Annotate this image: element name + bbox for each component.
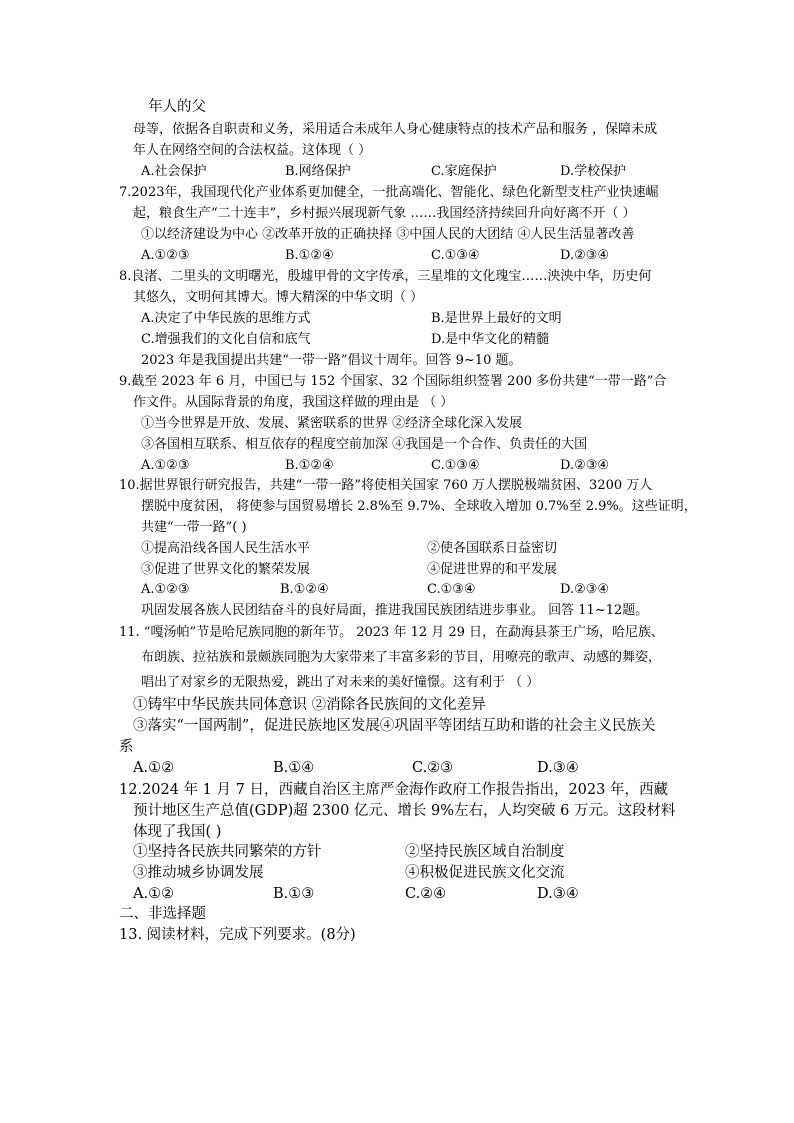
q7-items: ①以经济建设为中心 ②改革开放的正确抉择 ③中国人民的大团结 ④人民生活显著改善	[141, 227, 635, 242]
q12-line2: 预计地区生产总值(GDP)超 2300 亿元、增长 9%左右，人均突破 6 万元。这段材料	[133, 803, 676, 819]
q10-option-c: C.①③④	[427, 582, 476, 597]
q8-option-c: C.增强我们的文化自信和底气	[141, 332, 311, 347]
q10-item-3: ③促进了世界文化的繁荣发展	[141, 562, 311, 577]
intro-q11-q12: 巩固发展各族人民团结奋斗的良好局面，推进我国民族团结进步事业。 回答 11~12题。	[141, 603, 649, 618]
q12-item-2: ②坚持民族区域自治制度	[405, 844, 565, 860]
q6-top-fragment: 年人的父	[148, 99, 206, 115]
q8-option-a: A.决定了中华民族的思维方式	[141, 311, 311, 326]
q11-items-2: ③落实“一国两制”，促进民族地区发展④巩固平等团结互助和谐的社会主义民族关	[133, 718, 656, 734]
q12-option-c: C.②④	[405, 886, 447, 902]
q12-line3: 体现了我国( )	[133, 824, 222, 840]
q11-line2: 布朗族、拉祜族和景颇族同胞为大家带来了丰富多彩的节目，用嘹亮的歌声、动感的舞姿，	[141, 650, 662, 665]
q11-option-a: A.①②	[133, 760, 175, 776]
q12-item-1: ①坚持各民族共同繁荣的方针	[133, 844, 322, 860]
q11-line1: 11. “嘎汤帕”节是哈尼族同胞的新年节。 2023 年 12 月 29 日，在勐海县茶王广场，哈尼族、	[119, 625, 665, 640]
q11-option-b: B.①④	[273, 760, 315, 776]
q12-option-a: A.①②	[133, 886, 175, 902]
q8-option-d: D.是中华文化的精髓	[431, 332, 550, 347]
q7-option-b: B.①②④	[285, 248, 334, 263]
q9-line2: 作文件。从国际背景的角度，我国这样做的理由是 （ ）	[133, 395, 454, 410]
q9-items-1: ①当今世界是开放、发展、紧密联系的世界 ②经济全球化深入发展	[141, 416, 523, 431]
q10-line1: 10.据世界银行研究报告，共建“一带一路”将使相关国家 760 万人摆脱极端贫困、3200 万人	[119, 478, 653, 493]
q6-option-d: D.学校保护	[560, 164, 627, 179]
q6-option-c: C.家庭保护	[431, 164, 497, 179]
q10-line2: 摆脱中度贫困， 将使参与国贸易增长 2.8%至 9.7%、全球收入增加 0.7%至 2.9%。这些证明，	[141, 499, 697, 514]
q11-option-c: C.②③	[412, 760, 454, 776]
q11-items-3: 系	[119, 739, 134, 755]
q7-line2: 起，粮食生产“二十连丰”，乡村振兴展现新气象 ……我国经济持续回升向好离不开（ ）	[133, 206, 636, 221]
q6-line2: 年人在网络空间的合法权益。这体现（ ）	[133, 143, 372, 158]
q9-option-d: D.②③④	[560, 458, 610, 473]
q12-option-b: B.①③	[273, 886, 315, 902]
q7-option-a: A.①②③	[141, 248, 190, 263]
section-heading: 二、非选择题	[119, 906, 206, 922]
q6-option-b: B.网络保护	[285, 164, 351, 179]
q13-prompt: 13. 阅读材料，完成下列要求。(8分)	[119, 927, 356, 943]
q10-option-b: B.①②④	[280, 582, 329, 597]
q9-option-a: A.①②③	[141, 458, 190, 473]
q12-item-3: ③推动城乡协调发展	[133, 865, 264, 881]
q7-line1: 7.2023年，我国现代化产业体系更加健全，一批高端化、智能化、绿色化新型支柱产业快速崛	[119, 185, 659, 200]
q9-line1: 9.截至 2023 年 6 月，中国已与 152 个国家、32 个国际组织签署 200 多份共建“一带一路”合	[119, 374, 667, 389]
intro-q9-q10: 2023 年是我国提出共建“一带一路”倡议十周年。回答 9~10 题。	[141, 353, 522, 368]
q10-item-1: ①提高沿线各国人民生活水平	[141, 541, 311, 556]
q10-line3: 共建“一带一路”( )	[141, 520, 247, 535]
q12-item-4: ④积极促进民族文化交流	[405, 865, 565, 881]
q8-line1: 8.良渚、二里头的文明曙光，殷墟甲骨的文字传承，三星堆的文化瑰宝……泱泱中华，历史何	[119, 269, 652, 284]
q10-item-2: ②使各国联系日益密切	[427, 541, 558, 556]
q12-line1: 12.2024 年 1 月 7 日，西藏自治区主席严金海作政府工作报告指出，2023 年，西藏	[119, 782, 668, 798]
q7-option-c: C.①③④	[431, 248, 480, 263]
q7-option-d: D.②③④	[560, 248, 610, 263]
q9-option-b: B.①②④	[285, 458, 334, 473]
q12-option-d: D.③④	[537, 886, 579, 902]
q8-option-b: B.是世界上最好的文明	[431, 311, 562, 326]
q8-line2: 其悠久，文明何其博大。博大精深的中华文明（ ）	[133, 290, 424, 305]
q6-line1: 母等，依据各自职责和义务，采用适合未成年人身心健康特点的技术产品和服务 ，保障未成	[133, 122, 658, 137]
q10-option-a: A.①②③	[141, 582, 190, 597]
q9-items-2: ③各国相互联系、相互依存的程度空前加深 ④我国是一个合作、负责任的大国	[141, 437, 588, 452]
q11-line3: 唱出了对家乡的无限热爱，跳出了对未来的美好憧憬。这有利于 （ ）	[141, 675, 540, 690]
q6-option-a: A.社会保护	[141, 164, 207, 179]
q11-option-d: D.③④	[537, 760, 579, 776]
q10-option-d: D.②③④	[560, 582, 610, 597]
q10-item-4: ④促进世界的和平发展	[427, 562, 558, 577]
q9-option-c: C.①③④	[431, 458, 480, 473]
q11-items-1: ①铸牢中华民族共同体意识 ②消除各民族间的文化差异	[133, 697, 486, 713]
